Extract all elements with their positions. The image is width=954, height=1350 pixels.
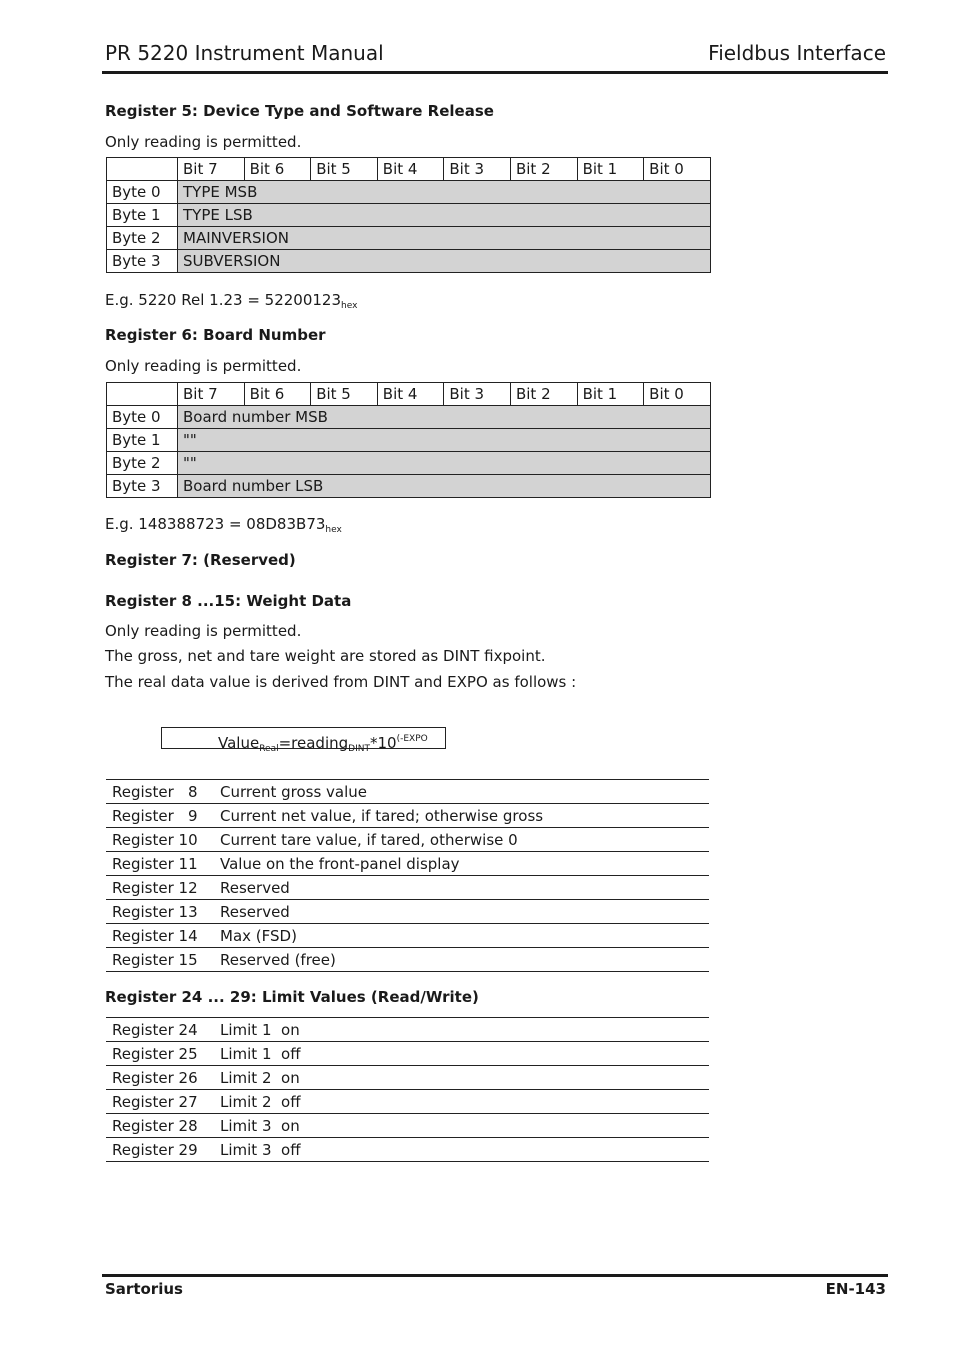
reg5-bit-table — [106, 157, 711, 273]
table-row — [107, 406, 711, 429]
byte-content: TYPE LSB — [178, 204, 711, 227]
reg24-heading: Register 24 ... 29: Limit Values (Read/Write) — [105, 988, 479, 1006]
register-id: Register 29 — [106, 1138, 214, 1162]
table-row — [107, 250, 711, 273]
table-header-cell — [107, 383, 178, 406]
table-header-cell: Bit 0 — [644, 158, 711, 181]
byte-content: Board number LSB — [178, 475, 711, 498]
reg5-note: Only reading is permitted. — [105, 133, 302, 151]
byte-content: "" — [178, 429, 711, 452]
page-header-title: PR 5220 Instrument Manual — [105, 41, 384, 65]
register-id: Register 28 — [106, 1114, 214, 1138]
register-desc: Limit 2 on — [214, 1066, 709, 1090]
table-row — [106, 828, 709, 852]
formula-value: Value — [218, 734, 260, 752]
page-header-section: Fieldbus Interface — [708, 41, 886, 65]
byte-content: "" — [178, 452, 711, 475]
register-id: Register 24 — [106, 1018, 214, 1042]
register-id: Register 10 — [106, 828, 214, 852]
formula-value-sub: Real — [259, 744, 279, 754]
table-row — [107, 452, 711, 475]
byte-content: MAINVERSION — [178, 227, 711, 250]
register-desc: Current tare value, if tared, otherwise 0 — [214, 828, 709, 852]
table-header-cell: Bit 4 — [377, 383, 444, 406]
header-rule — [102, 71, 888, 74]
table-header-cell: Bit 4 — [377, 158, 444, 181]
table-row — [106, 1090, 709, 1114]
register-id: Register 9 — [106, 804, 214, 828]
reg6-example-sub: hex — [325, 525, 342, 535]
table-header-cell: Bit 1 — [577, 158, 644, 181]
register-desc: Limit 3 on — [214, 1114, 709, 1138]
table-header-cell: Bit 2 — [510, 158, 577, 181]
reg8-heading: Register 8 ...15: Weight Data — [105, 592, 352, 610]
reg8-line: The gross, net and tare weight are stored as DINT fixpoint. — [105, 647, 546, 665]
footer-brand: Sartorius — [105, 1280, 183, 1298]
byte-label: Byte 3 — [107, 475, 178, 498]
reg5-heading: Register 5: Device Type and Software Release — [105, 102, 494, 120]
table-row — [106, 924, 709, 948]
reg7-heading: Register 7: (Reserved) — [105, 551, 296, 569]
limit-register-table — [106, 1017, 709, 1162]
reg6-heading: Register 6: Board Number — [105, 326, 326, 344]
register-desc: Limit 1 off — [214, 1042, 709, 1066]
reg6-bit-table — [106, 382, 711, 498]
table-header-cell — [107, 158, 178, 181]
byte-label: Byte 3 — [107, 250, 178, 273]
byte-content: SUBVERSION — [178, 250, 711, 273]
register-desc: Current net value, if tared; otherwise gross — [214, 804, 709, 828]
register-id: Register 12 — [106, 876, 214, 900]
byte-label: Byte 2 — [107, 452, 178, 475]
table-header-cell: Bit 3 — [444, 158, 511, 181]
table-header-cell: Bit 6 — [244, 383, 311, 406]
table-row — [106, 948, 709, 972]
table-row — [107, 204, 711, 227]
byte-label: Byte 0 — [107, 181, 178, 204]
table-row — [106, 1138, 709, 1162]
table-header-row — [107, 383, 711, 406]
register-id: Register 26 — [106, 1066, 214, 1090]
byte-label: Byte 2 — [107, 227, 178, 250]
reg5-example-text: E.g. 5220 Rel 1.23 = 52200123 — [105, 291, 342, 309]
reg5-example-sub: hex — [341, 301, 358, 311]
table-row — [107, 475, 711, 498]
table-row — [106, 1114, 709, 1138]
table-row — [106, 780, 709, 804]
register-desc: Limit 1 on — [214, 1018, 709, 1042]
register-id: Register 25 — [106, 1042, 214, 1066]
table-header-cell: Bit 3 — [444, 383, 511, 406]
byte-content: Board number MSB — [178, 406, 711, 429]
reg6-example — [105, 515, 342, 535]
register-desc: Limit 3 off — [214, 1138, 709, 1162]
table-row — [107, 429, 711, 452]
reg8-line: The real data value is derived from DINT and EXPO as follows : — [105, 673, 577, 691]
table-header-cell: Bit 5 — [311, 383, 378, 406]
footer-rule — [102, 1274, 888, 1277]
table-header-cell: Bit 2 — [510, 383, 577, 406]
table-header-cell: Bit 7 — [178, 158, 245, 181]
byte-label: Byte 1 — [107, 429, 178, 452]
formula-reading: =reading — [278, 734, 349, 752]
table-header-cell: Bit 5 — [311, 158, 378, 181]
reg5-example — [105, 291, 357, 311]
table-row — [106, 1042, 709, 1066]
table-header-cell: Bit 6 — [244, 158, 311, 181]
byte-label: Byte 1 — [107, 204, 178, 227]
register-id: Register 11 — [106, 852, 214, 876]
register-desc: Reserved (free) — [214, 948, 709, 972]
register-desc: Value on the front-panel display — [214, 852, 709, 876]
table-row — [106, 852, 709, 876]
register-id: Register 8 — [106, 780, 214, 804]
table-header-row — [107, 158, 711, 181]
table-header-cell: Bit 0 — [644, 383, 711, 406]
page-number: EN-143 — [825, 1280, 886, 1298]
table-row — [107, 227, 711, 250]
formula-box — [161, 727, 446, 754]
formula-power: *10 — [369, 734, 397, 752]
weight-register-table — [106, 779, 709, 972]
reg8-line: Only reading is permitted. — [105, 622, 302, 640]
table-row — [106, 1066, 709, 1090]
register-desc: Limit 2 off — [214, 1090, 709, 1114]
register-desc: Reserved — [214, 876, 709, 900]
formula-reading-sub: DINT — [348, 744, 370, 754]
register-id: Register 13 — [106, 900, 214, 924]
register-id: Register 14 — [106, 924, 214, 948]
table-row — [106, 1018, 709, 1042]
table-header-cell: Bit 1 — [577, 383, 644, 406]
table-row — [106, 900, 709, 924]
register-desc: Reserved — [214, 900, 709, 924]
register-id: Register 27 — [106, 1090, 214, 1114]
register-desc: Current gross value — [214, 780, 709, 804]
register-desc: Max (FSD) — [214, 924, 709, 948]
formula-power-sup: (-EXPO — [396, 734, 428, 744]
reg6-note: Only reading is permitted. — [105, 357, 302, 375]
byte-content: TYPE MSB — [178, 181, 711, 204]
table-header-cell: Bit 7 — [178, 383, 245, 406]
table-row — [106, 804, 709, 828]
byte-label: Byte 0 — [107, 406, 178, 429]
table-row — [107, 181, 711, 204]
table-row — [106, 876, 709, 900]
register-id: Register 15 — [106, 948, 214, 972]
reg6-example-text: E.g. 148388723 = 08D83B73 — [105, 515, 326, 533]
